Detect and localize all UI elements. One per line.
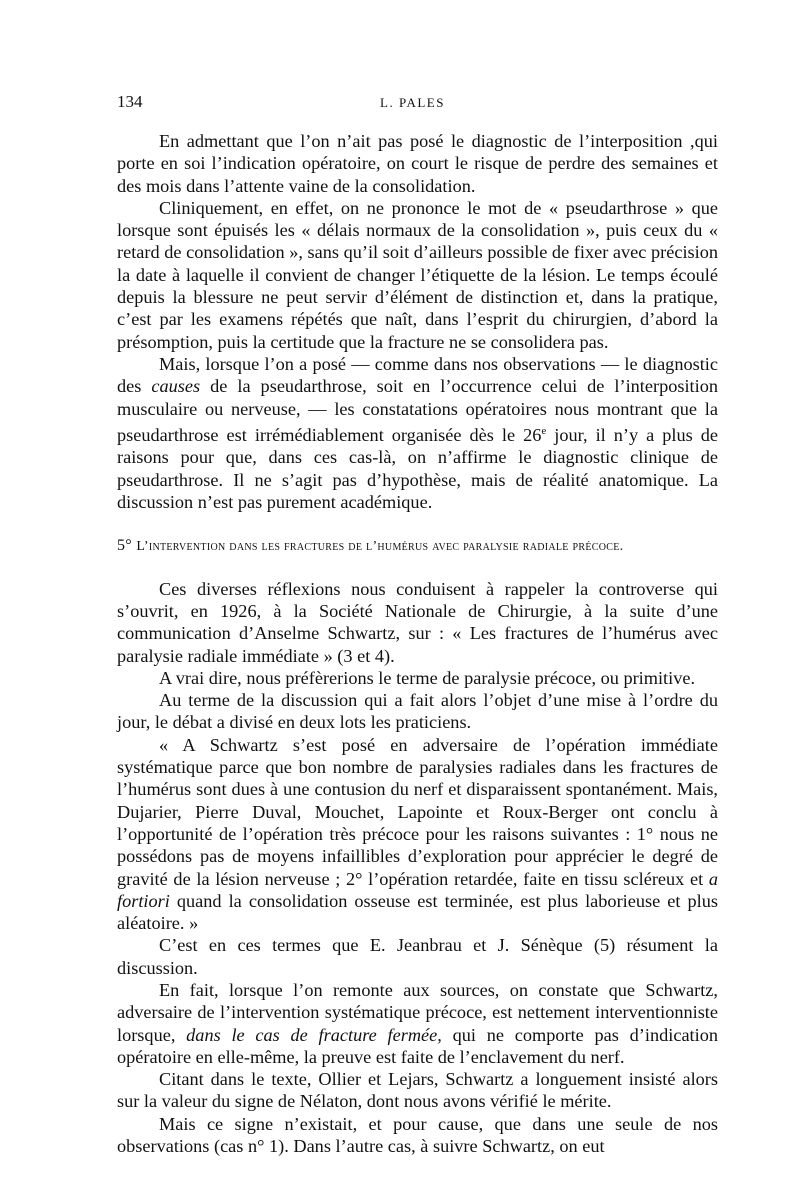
text-segment: Cliniquement, en effet, on ne prononce le mot de « pseudarthrose » que lorsque sont épuisés les « délais normaux de la consolidation », puis ceux du « retard de consolidation », sans qu’il soit d’ailleurs possible de fixer avec précision la date à laquelle il convient de changer l’étiquette de la lésion. Le temps écoulé depuis la blessure ne peut servir d’élément de distinction et, dans la pratique, c’est par les examens répétés que naît, dans l’esprit du chirurgien, d’abord la présomption, puis la certitude que la fracture ne se consolidera pas. — [117, 197, 718, 352]
text-segment: En admettant que l’on n’ait pas posé le diagnostic de l’interposition ,qui porte en soi l’indication opératoire, on court le risque de perdre des semaines et des mois dans l’attente vaine de la consolidation. — [117, 131, 718, 196]
text-segment: A vrai dire, nous préfèrerions le terme de paralysie précoce, ou primitive. — [159, 667, 696, 688]
paragraph — [117, 130, 718, 197]
paragraph — [117, 1068, 718, 1113]
running-head — [117, 92, 718, 122]
paragraph — [117, 667, 718, 689]
text-segment: qui ne comporte pas d’indication opératoire en elle-même, la preuve est faite de l’enclavement du nerf. — [117, 1024, 718, 1067]
paragraph — [117, 689, 718, 734]
paragraph — [117, 979, 718, 1068]
page-number: 134 — [117, 92, 143, 111]
body-text-after-section — [117, 578, 718, 1158]
paragraph — [117, 197, 718, 353]
text-segment: jour, il n’y a plus de raisons pour que, dans ces cas-là, on n’affirme le diagnostic clinique de pseudarthrose. Il ne s’agit pas d’hypothèse, mais de réalité anatomique. La discussion n’est pas purement académique. — [117, 424, 718, 512]
superscript: e — [541, 424, 547, 437]
text-segment: quand la consolidation osseuse est terminée, est plus laborieuse et plus aléatoire. » — [117, 890, 718, 934]
paragraph — [117, 1113, 718, 1158]
section-heading — [117, 536, 718, 557]
running-head-author: L. PALES — [380, 95, 445, 110]
italic-text: dans le cas de fracture fermée, — [186, 1024, 442, 1045]
text-segment: « A Schwartz s’est posé en adversaire de l’opération immédiate systématique parce que bon nombre de paralysies radiales dans les fractures de l’humérus sont dues à une contusion du nerf et disparaissent spontanément. Mais, Dujarier, Pierre Duval, Mouchet, Lapointe et Roux-Berger ont conclu à l’opportunité de l’opération très précoce pour les raisons suivantes : 1° nous ne possédons pas de moyens infaillibles d’exploration pour apprécier le degré de gravité de la lésion nerveuse ; 2° l’opération retardée, faite en tissu scléreux et — [117, 734, 718, 889]
text-segment: En fait, lorsque l’on remonte aux sources, on constate que Schwartz, adversaire de l’intervention systématique précoce, est nettement interventionniste lorsque, — [117, 979, 718, 1045]
text-segment: de la pseudarthrose, soit en l’occurrence celui de l’interposition musculaire ou nerveuse, — les constatations opératoires nous montrant que la pseudarthrose est irrémédiablement organisée dès le 26 — [117, 376, 718, 445]
text-segment: C’est en ces termes que E. Jeanbrau et J. Sénèque (5) résument la discussion. — [117, 935, 718, 978]
body-text-before-section — [117, 130, 718, 513]
italic-text: a fortiori — [117, 868, 718, 911]
text-segment: Mais, lorsque l’on a posé — comme dans nos observations — le diagnostic des — [117, 353, 718, 397]
text-segment: Au terme de la discussion qui a fait alors l’objet d’une mise à l’ordre du jour, le débat a divisé en deux lots les praticiens. — [117, 690, 718, 733]
paragraph — [117, 934, 718, 979]
text-segment: Mais ce signe n’existait, et pour cause, que dans une seule de nos observations (cas n° 1). Dans l’autre cas, à suivre Schwartz, on eut — [117, 1113, 718, 1157]
italic-text: causes — [151, 376, 201, 397]
paragraph — [117, 353, 718, 513]
section-number: 5° — [117, 537, 137, 555]
text-segment: Citant dans le texte, Ollier et Lejars, Schwartz a longuement insisté alors sur la valeur du signe de Nélaton, dont nous avons vérifié le mérite. — [117, 1069, 718, 1112]
paragraph — [117, 734, 718, 935]
paragraph — [117, 578, 718, 667]
text-segment: Ces diverses réflexions nous conduisent à rappeler la controverse qui s’ouvrit, en 1926, à la Société Nationale de Chirurgie, à la suite d’une communication d’Anselme Schwartz, sur : « Les fractures de l’humérus avec paralysie radiale immédiate » (3 et 4). — [117, 578, 718, 666]
section-title: L’intervention dans les fractures de l’humérus avec paralysie radiale précoce. — [136, 539, 624, 555]
